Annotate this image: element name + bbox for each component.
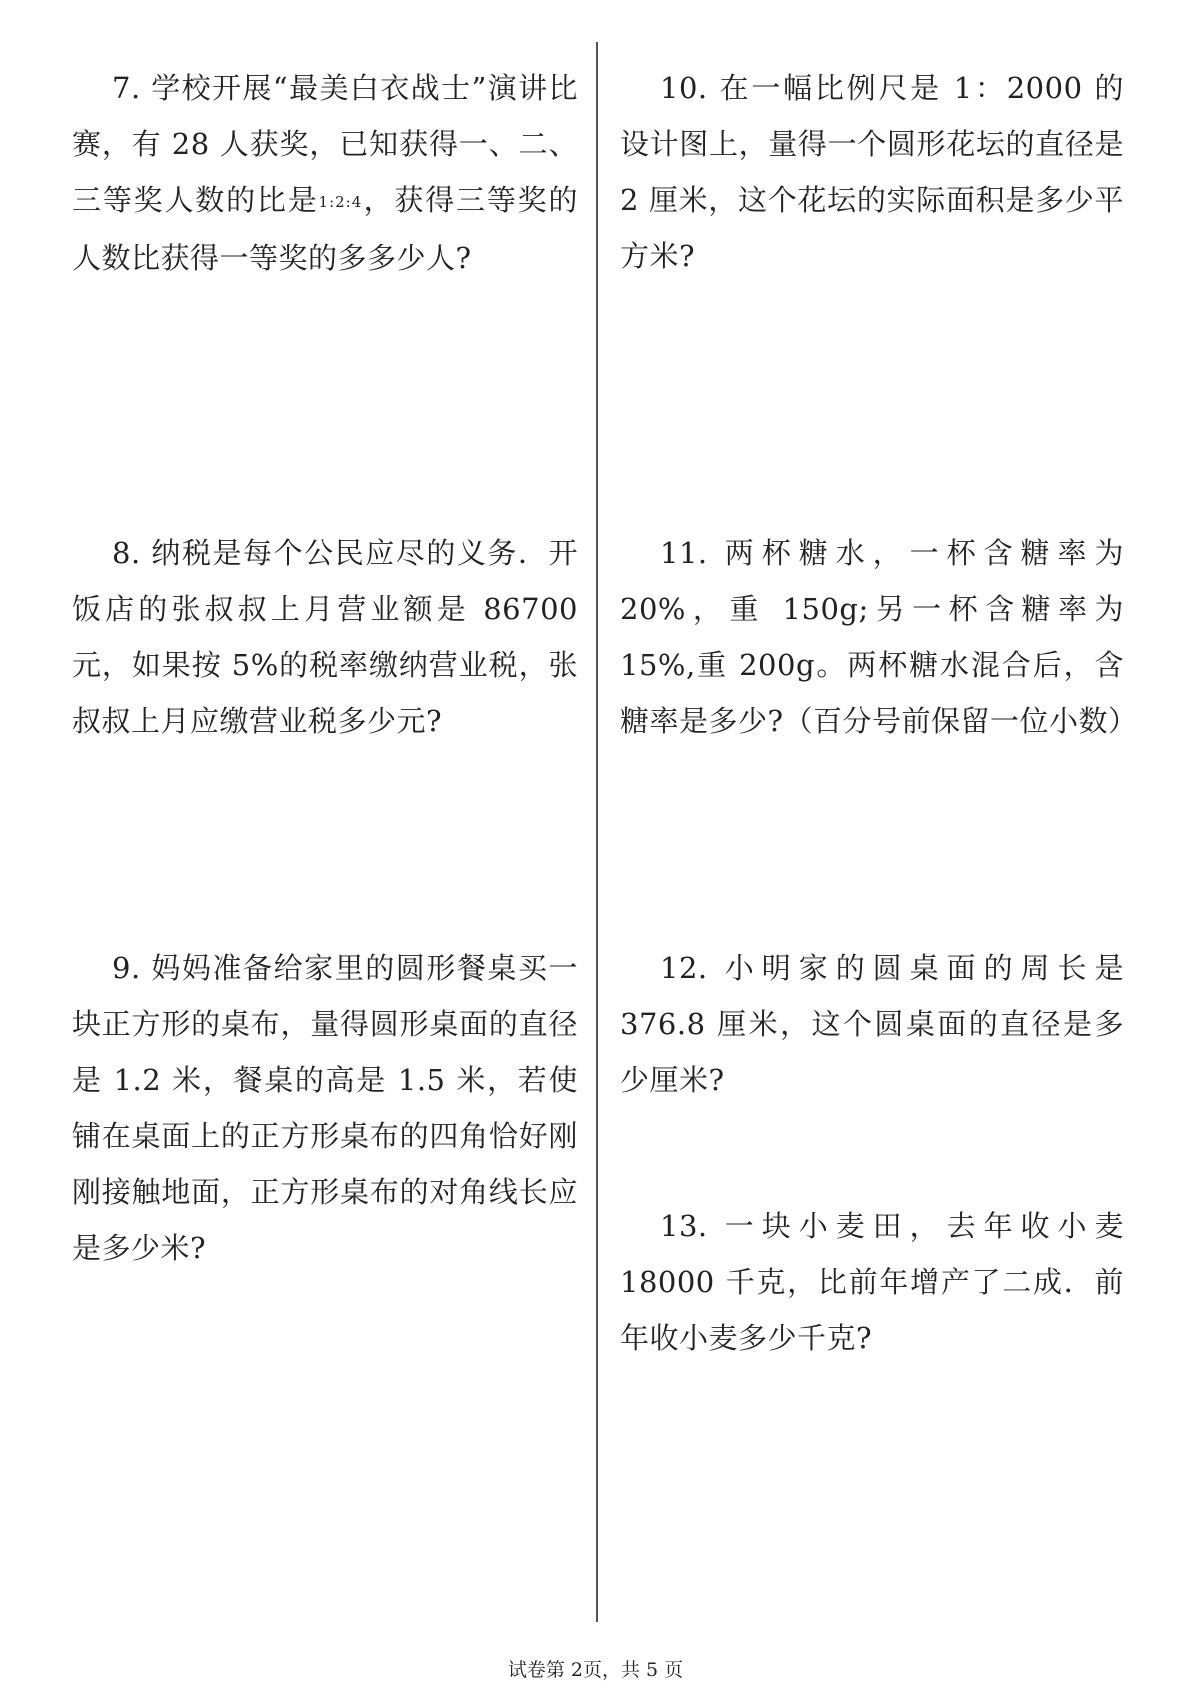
question-7-ratio: 1:2:4 [318, 193, 363, 211]
page-footer: 试卷第 2页，共 5 页 [507, 1659, 684, 1681]
question-7-text-before: 7. 学校开展“最美白衣战士”演讲比赛，有 28 人获奖，已知获得一、二、三等奖人数的比是 [72, 71, 578, 217]
column-divider [596, 42, 598, 1622]
question-11: 11. 两杯糖水，一杯含糖率为 20%，重 150g;另一杯含糖率为 15%,重 200g。两杯糖水混合后，含糖率是多少?（百分号前保留一位小数） [620, 536, 1138, 738]
question-8: 8. 纳税是每个公民应尽的义务．开饭店的张叔叔上月营业额是 86700 元，如果按 5%的税率缴纳营业税，张叔叔上月应缴营业税多少元? [72, 536, 578, 738]
question-13: 13. 一块小麦田，去年收小麦 18000 千克，比前年增产了二成．前年收小麦多少千克? [620, 1209, 1124, 1355]
question-10: 10. 在一幅比例尺是 1：2000 的设计图上，量得一个圆形花坛的直径是 2 厘米，这个花坛的实际面积是多少平方米? [620, 71, 1124, 273]
question-7-text-after: ，获得三等奖的人数比获得一等奖的多多少人? [72, 183, 578, 275]
question-9: 9. 妈妈准备给家里的圆形餐桌买一块正方形的桌布，量得圆形桌面的直径是 1.2 米，餐桌的高是 1.5 米，若使铺在桌面上的正方形桌布的四角恰好刚刚接触地面，正方形桌布的对角线长应是多少米? [72, 951, 578, 1265]
question-7 [72, 60, 578, 286]
question-12: 12. 小明家的圆桌面的周长是 376.8 厘米，这个圆桌面的直径是多少厘米? [620, 951, 1124, 1097]
